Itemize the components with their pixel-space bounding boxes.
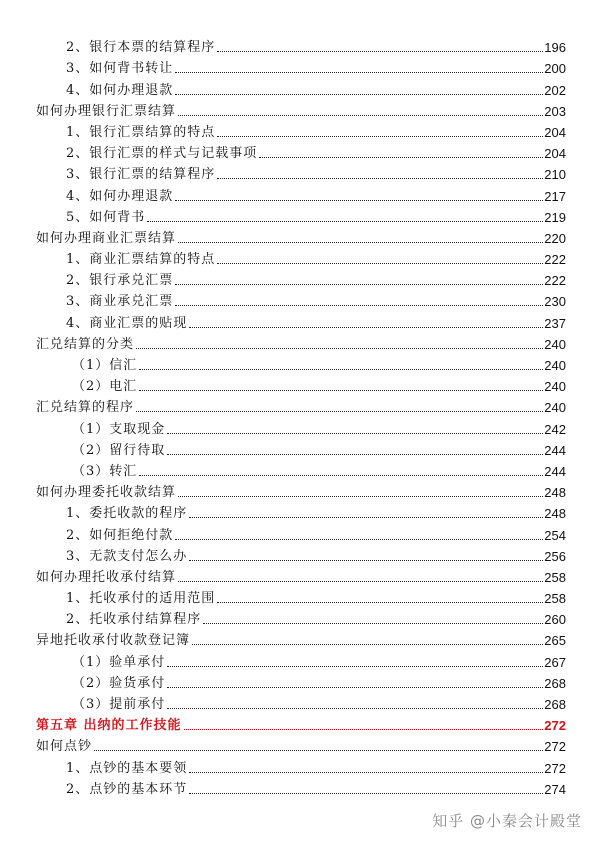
- toc-entry-page: 242: [544, 421, 566, 437]
- toc-entry-title: 5、如何背书: [66, 209, 146, 225]
- dot-leader: [139, 475, 543, 476]
- toc-entry-title: 3、无款支付怎么办: [66, 548, 188, 564]
- toc-entry-page: 268: [544, 697, 566, 712]
- dot-leader: [136, 411, 543, 412]
- toc-entry: [36, 309, 566, 330]
- toc-entry-title: 2、银行承兑汇票: [66, 273, 174, 289]
- dot-leader: [175, 200, 543, 201]
- toc-entry-title: 2、银行汇票的样式与记载事项: [66, 146, 258, 162]
- toc-entry-page: 237: [544, 315, 566, 331]
- toc-entry-title: 如何办理托收承付结算: [36, 569, 177, 585]
- toc-entry-title: 如何办理委托收款结算: [36, 485, 177, 501]
- dot-leader: [147, 221, 543, 222]
- toc-entry-title: 3、如何背书转让: [66, 61, 174, 77]
- toc-entry-page: 268: [544, 675, 566, 691]
- dot-leader: [94, 750, 543, 751]
- toc-entry-title: 3、商业承兑汇票: [66, 294, 174, 310]
- dot-leader: [178, 115, 543, 116]
- dot-leader: [167, 454, 543, 455]
- dot-leader: [178, 242, 543, 243]
- toc-entry: [36, 204, 566, 225]
- toc-entry-page: 274: [544, 781, 566, 797]
- toc-entry-page: 265: [544, 633, 566, 649]
- toc-entry-title: 2、银行本票的结算程序: [66, 40, 216, 56]
- toc-entry-page: 200: [544, 61, 566, 77]
- toc-entry-page: 219: [544, 209, 566, 225]
- toc-entry-page: 256: [544, 548, 566, 564]
- toc-entry-page: 220: [544, 230, 566, 246]
- toc-entry: [36, 564, 566, 585]
- toc-entry-title: （2）验货承付: [72, 675, 166, 691]
- dot-leader: [175, 305, 543, 306]
- toc-entry: [36, 34, 566, 55]
- toc-entry: [36, 691, 566, 712]
- toc-entry: [36, 415, 566, 436]
- toc-entry-page: 240: [544, 336, 566, 352]
- toc-entry-page: 267: [544, 654, 566, 670]
- toc-entry-title: （1）支取现金: [72, 421, 166, 437]
- toc-entry-page: 203: [544, 103, 566, 119]
- toc-entry: [36, 606, 566, 627]
- dot-leader: [203, 623, 543, 624]
- toc-entry: [36, 55, 566, 76]
- toc-entry: [36, 585, 566, 606]
- toc-entry-page: 204: [544, 124, 566, 140]
- toc-entry: [36, 267, 566, 288]
- toc-entry-title: 汇兑结算的分类: [36, 336, 135, 352]
- toc-entry: [36, 500, 566, 521]
- toc-entry: [36, 246, 566, 267]
- toc-entry-title: （2）留行待取: [72, 442, 166, 458]
- dot-leader: [178, 496, 543, 497]
- toc-entry-title: 2、点钞的基本环节: [66, 781, 188, 797]
- toc-entry: [36, 754, 566, 775]
- toc-entry: [36, 352, 566, 373]
- toc-entry-page: 260: [544, 612, 566, 628]
- dot-leader: [189, 327, 543, 328]
- dot-leader: [184, 729, 544, 730]
- toc-entry-page: 210: [544, 167, 566, 183]
- toc-entry-page: 244: [544, 442, 566, 458]
- toc-entry-title: （2）电汇: [72, 379, 138, 395]
- dot-leader: [175, 94, 543, 95]
- toc-entry: [36, 119, 566, 140]
- toc-entry: [36, 670, 566, 691]
- toc-entry: [36, 776, 566, 797]
- dot-leader: [139, 369, 543, 370]
- toc-entry-title: 4、如何办理退款: [66, 188, 174, 204]
- dot-leader: [217, 602, 543, 603]
- toc-entry-page: 202: [544, 82, 566, 98]
- toc-entry: [36, 288, 566, 309]
- toc-entry: [36, 76, 566, 97]
- toc-entry-title: （3）转汇: [72, 463, 138, 479]
- toc-chapter-entry: [36, 712, 566, 733]
- dot-leader: [189, 772, 543, 773]
- toc-entry: [36, 479, 566, 500]
- toc-entry: [36, 458, 566, 479]
- toc-entry-page: 240: [544, 400, 566, 416]
- toc-entry-title: 1、点钞的基本要领: [66, 760, 188, 776]
- toc-entry-page: 222: [544, 252, 566, 268]
- toc-entry: [36, 437, 566, 458]
- toc-entry: [36, 225, 566, 246]
- toc-entry: [36, 98, 566, 119]
- watermark: 知乎 @小秦会计殿堂: [432, 812, 582, 830]
- toc-entry-title: （3）提前承付: [72, 697, 166, 712]
- toc-entry-title: 2、托收承付结算程序: [66, 612, 202, 628]
- toc-entry-title: 1、商业汇票结算的特点: [66, 252, 216, 268]
- toc-entry-title: 1、银行汇票结算的特点: [66, 124, 216, 140]
- toc-entry-title: 2、如何拒绝付款: [66, 527, 174, 543]
- toc-entry-page: 204: [544, 146, 566, 162]
- toc-entry: [36, 627, 566, 648]
- toc-entry-page: 217: [544, 188, 566, 204]
- toc-entry: [36, 182, 566, 203]
- toc-entry: [36, 648, 566, 669]
- dot-leader: [167, 433, 543, 434]
- toc-entry-title: 4、商业汇票的贴现: [66, 315, 188, 331]
- toc-entry: [36, 373, 566, 394]
- dot-leader: [189, 517, 543, 518]
- dot-leader: [167, 687, 543, 688]
- toc-entry-page: 258: [544, 591, 566, 607]
- toc-entry: [36, 331, 566, 352]
- toc-entry-page: 272: [544, 739, 566, 755]
- dot-leader: [189, 560, 543, 561]
- toc-entry-page: 248: [544, 506, 566, 522]
- toc-entry: [36, 733, 566, 754]
- toc-entry-title: 1、托收承付的适用范围: [66, 591, 216, 607]
- table-of-contents: [36, 34, 566, 797]
- toc-entry-title: 如何点钞: [36, 739, 93, 755]
- toc-entry-page: 196: [544, 40, 566, 56]
- dot-leader: [217, 136, 543, 137]
- toc-entry-title: 第五章 出纳的工作技能: [36, 718, 182, 734]
- toc-entry-page: 248: [544, 485, 566, 501]
- toc-entry-title: 汇兑结算的程序: [36, 400, 135, 416]
- dot-leader: [167, 708, 543, 709]
- dot-leader: [259, 157, 543, 158]
- dot-leader: [217, 263, 543, 264]
- toc-entry-title: 如何办理银行汇票结算: [36, 103, 177, 119]
- dot-leader: [175, 539, 543, 540]
- dot-leader: [217, 178, 543, 179]
- toc-entry-page: 272: [544, 760, 566, 776]
- toc-entry-title: 1、委托收款的程序: [66, 506, 188, 522]
- toc-entry: [36, 543, 566, 564]
- toc-entry-page: 254: [544, 527, 566, 543]
- toc-entry-page: 258: [544, 569, 566, 585]
- toc-entry-page: 240: [544, 379, 566, 395]
- dot-leader: [192, 644, 543, 645]
- toc-entry-title: 3、银行汇票的结算程序: [66, 167, 216, 183]
- toc-entry-title: 异地托收承付收款登记簿: [36, 633, 191, 649]
- dot-leader: [175, 72, 543, 73]
- toc-entry-title: 4、如何办理退款: [66, 82, 174, 98]
- dot-leader: [136, 348, 543, 349]
- dot-leader: [189, 793, 543, 794]
- toc-entry-page: 230: [544, 294, 566, 310]
- toc-entry-page: 272: [544, 718, 566, 734]
- toc-entry: [36, 140, 566, 161]
- dot-leader: [167, 666, 543, 667]
- toc-entry: [36, 161, 566, 182]
- toc-entry-title: （1）验单承付: [72, 654, 166, 670]
- toc-entry-page: 244: [544, 463, 566, 479]
- toc-entry: [36, 394, 566, 415]
- dot-leader: [139, 390, 543, 391]
- dot-leader: [217, 51, 543, 52]
- toc-entry-title: （1）信汇: [72, 358, 138, 373]
- toc-entry: [36, 521, 566, 542]
- dot-leader: [178, 581, 543, 582]
- dot-leader: [175, 284, 543, 285]
- toc-entry-page: 222: [544, 273, 566, 289]
- toc-entry-title: 如何办理商业汇票结算: [36, 230, 177, 246]
- toc-entry-page: 240: [544, 358, 566, 373]
